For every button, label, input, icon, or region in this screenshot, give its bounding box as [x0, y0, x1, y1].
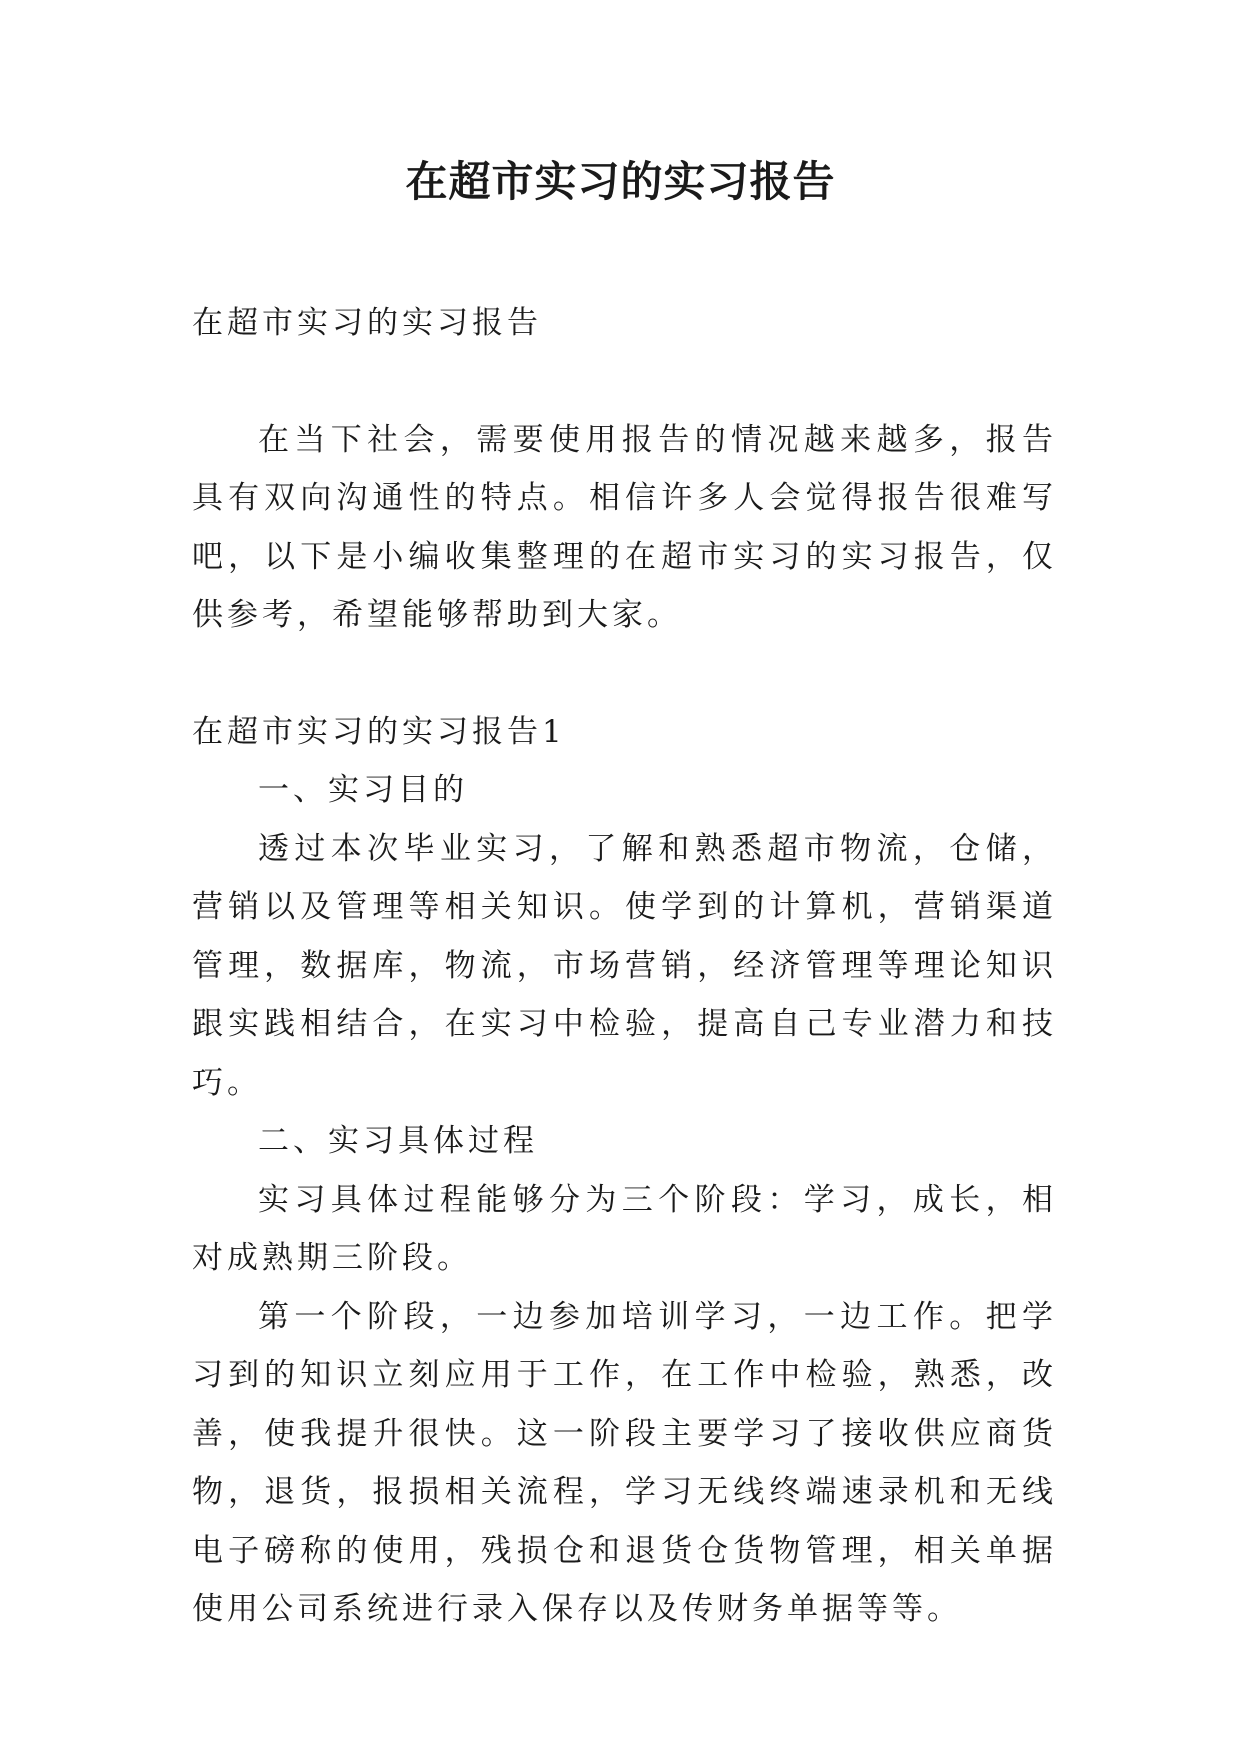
paragraph-process-overview: 实习具体过程能够分为三个阶段：学习，成长，相对成熟期三阶段。 [192, 1181, 1057, 1276]
intro-paragraph: 在当下社会，需要使用报告的情况越来越多，报告具有双向沟通性的特点。相信许多人会觉得报告很难写吧，以下是小编收集整理的在超市实习的实习报告，仅供参考，希望能够帮助到大家。 [192, 421, 1057, 633]
paragraph-purpose: 透过本次毕业实习，了解和熟悉超市物流，仓储，营销以及管理等相关知识。使学到的计算机，营销渠道管理，数据库，物流，市场营销，经济管理等理论知识跟实践相结合，在实习中检验，提高自己专业潜力和技巧。 [192, 830, 1057, 1101]
document-subtitle: 在超市实习的实习报告 [192, 305, 542, 341]
document-title: 在超市实习的实习报告 [405, 157, 836, 206]
heading-purpose: 一、实习目的 [258, 772, 468, 808]
heading-process: 二、实习具体过程 [258, 1123, 538, 1159]
document-body [192, 294, 1057, 1639]
paragraph-stage-one: 第一个阶段，一边参加培训学习，一边工作。把学习到的知识立刻应用于工作，在工作中检验，熟悉，改善，使我提升很快。这一阶段主要学习了接收供应商货物，退货，报损相关流程，学习无线终端速录机和无线电子磅称的使用，残损仓和退货仓货物管理，相关单据使用公司系统进行录入保存以及传财务单据等等。 [192, 1298, 1057, 1627]
section-title: 在超市实习的实习报告1 [192, 713, 566, 750]
